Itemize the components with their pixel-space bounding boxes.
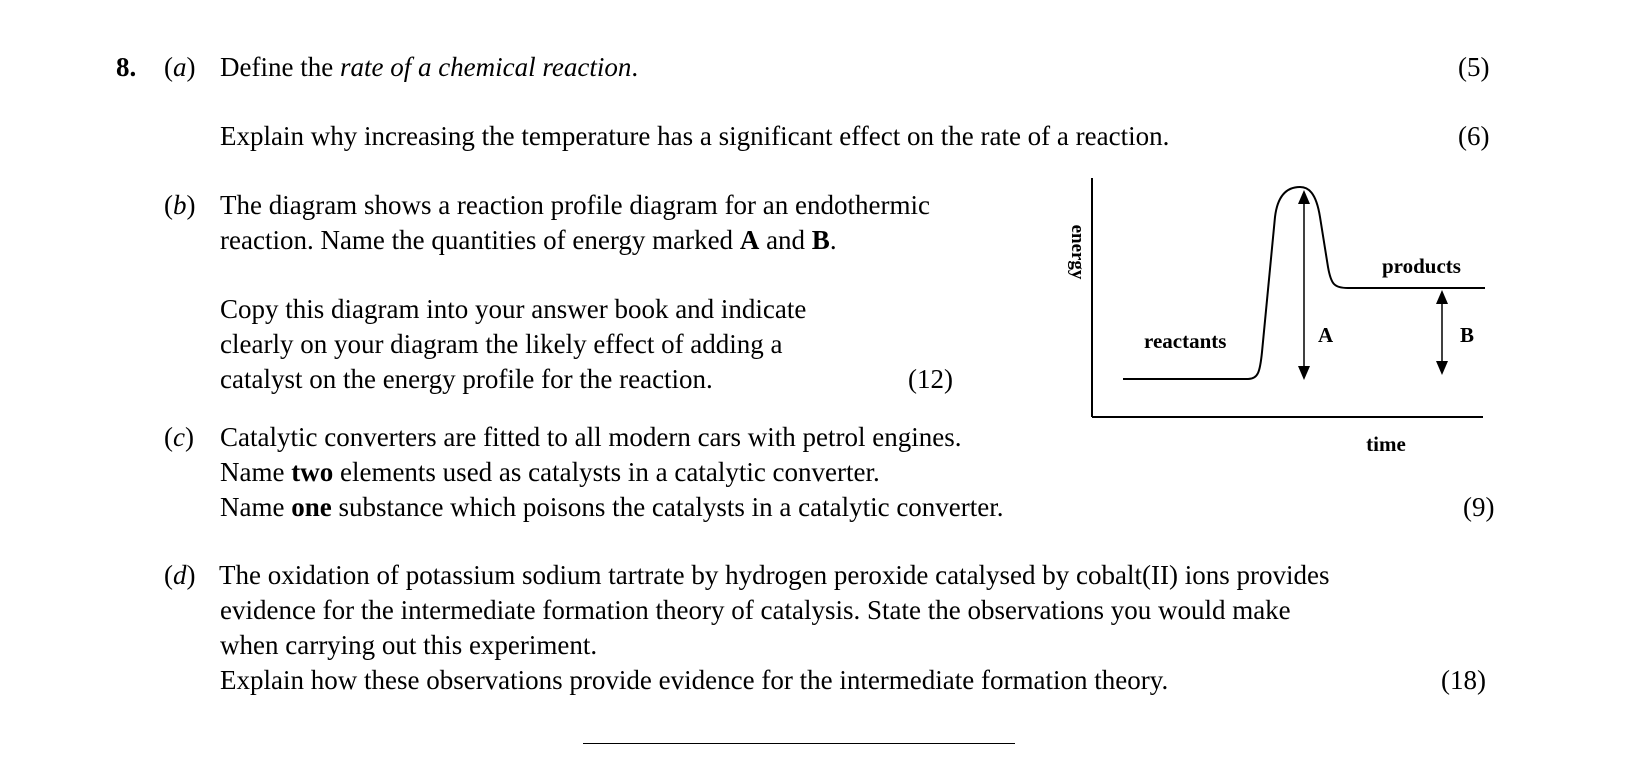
part-c-line3: Name one substance which poisons the catalysts in a catalytic converter. <box>220 492 1004 522</box>
arrow-a <box>1298 190 1310 380</box>
part-c-line2: Name two elements used as catalysts in a catalytic converter. <box>220 457 880 487</box>
part-d-line2: evidence for the intermediate formation theory of catalysis. State the observations you would make <box>220 595 1291 625</box>
part-d-line3: when carrying out this experiment. <box>220 630 598 660</box>
part-c-line1: Catalytic converters are fitted to all modern cars with petrol engines. <box>220 422 962 452</box>
products-label: products <box>1382 254 1461 278</box>
part-d-marks: (18) <box>1441 665 1486 695</box>
arrow-b <box>1436 290 1448 375</box>
part-b-label: (b) <box>164 190 196 220</box>
part-d-line1: The oxidation of potassium sodium tartrate by hydrogen peroxide catalysed by cobalt(II) ions provides <box>219 560 1330 590</box>
end-rule <box>583 743 1015 744</box>
part-c-marks: (9) <box>1463 492 1495 522</box>
reactants-label: reactants <box>1144 329 1227 353</box>
part-a-line2-marks: (6) <box>1458 121 1490 151</box>
part-a-line2: Explain why increasing the temperature has a significant effect on the rate of a reaction. <box>220 121 1170 151</box>
part-d-label: (d) <box>164 560 196 590</box>
arrow-a-label: A <box>1318 323 1334 347</box>
part-b-line2: reaction. Name the quantities of energy marked A and B. <box>220 225 837 255</box>
arrow-b-label: B <box>1460 323 1475 347</box>
reaction-profile-diagram <box>1050 172 1500 462</box>
part-b-line5: catalyst on the energy profile for the reaction. <box>220 364 713 394</box>
part-b-line4: clearly on your diagram the likely effect of adding a <box>220 329 783 359</box>
part-d-line4: Explain how these observations provide evidence for the intermediate formation theory. <box>220 665 1169 695</box>
axis-label-energy: energy <box>1067 224 1088 280</box>
part-a-line1-marks: (5) <box>1458 52 1490 82</box>
question-number: 8. <box>116 52 137 82</box>
part-a-line1: Define the rate of a chemical reaction. <box>220 52 639 82</box>
part-a-label: (a) <box>164 52 196 82</box>
part-b-line3: Copy this diagram into your answer book and indicate <box>220 294 807 324</box>
part-b-marks: (12) <box>908 364 953 394</box>
axis-label-time: time <box>1366 432 1406 456</box>
part-c-label: (c) <box>164 422 194 452</box>
part-b-line1: The diagram shows a reaction profile diagram for an endothermic <box>220 190 930 220</box>
